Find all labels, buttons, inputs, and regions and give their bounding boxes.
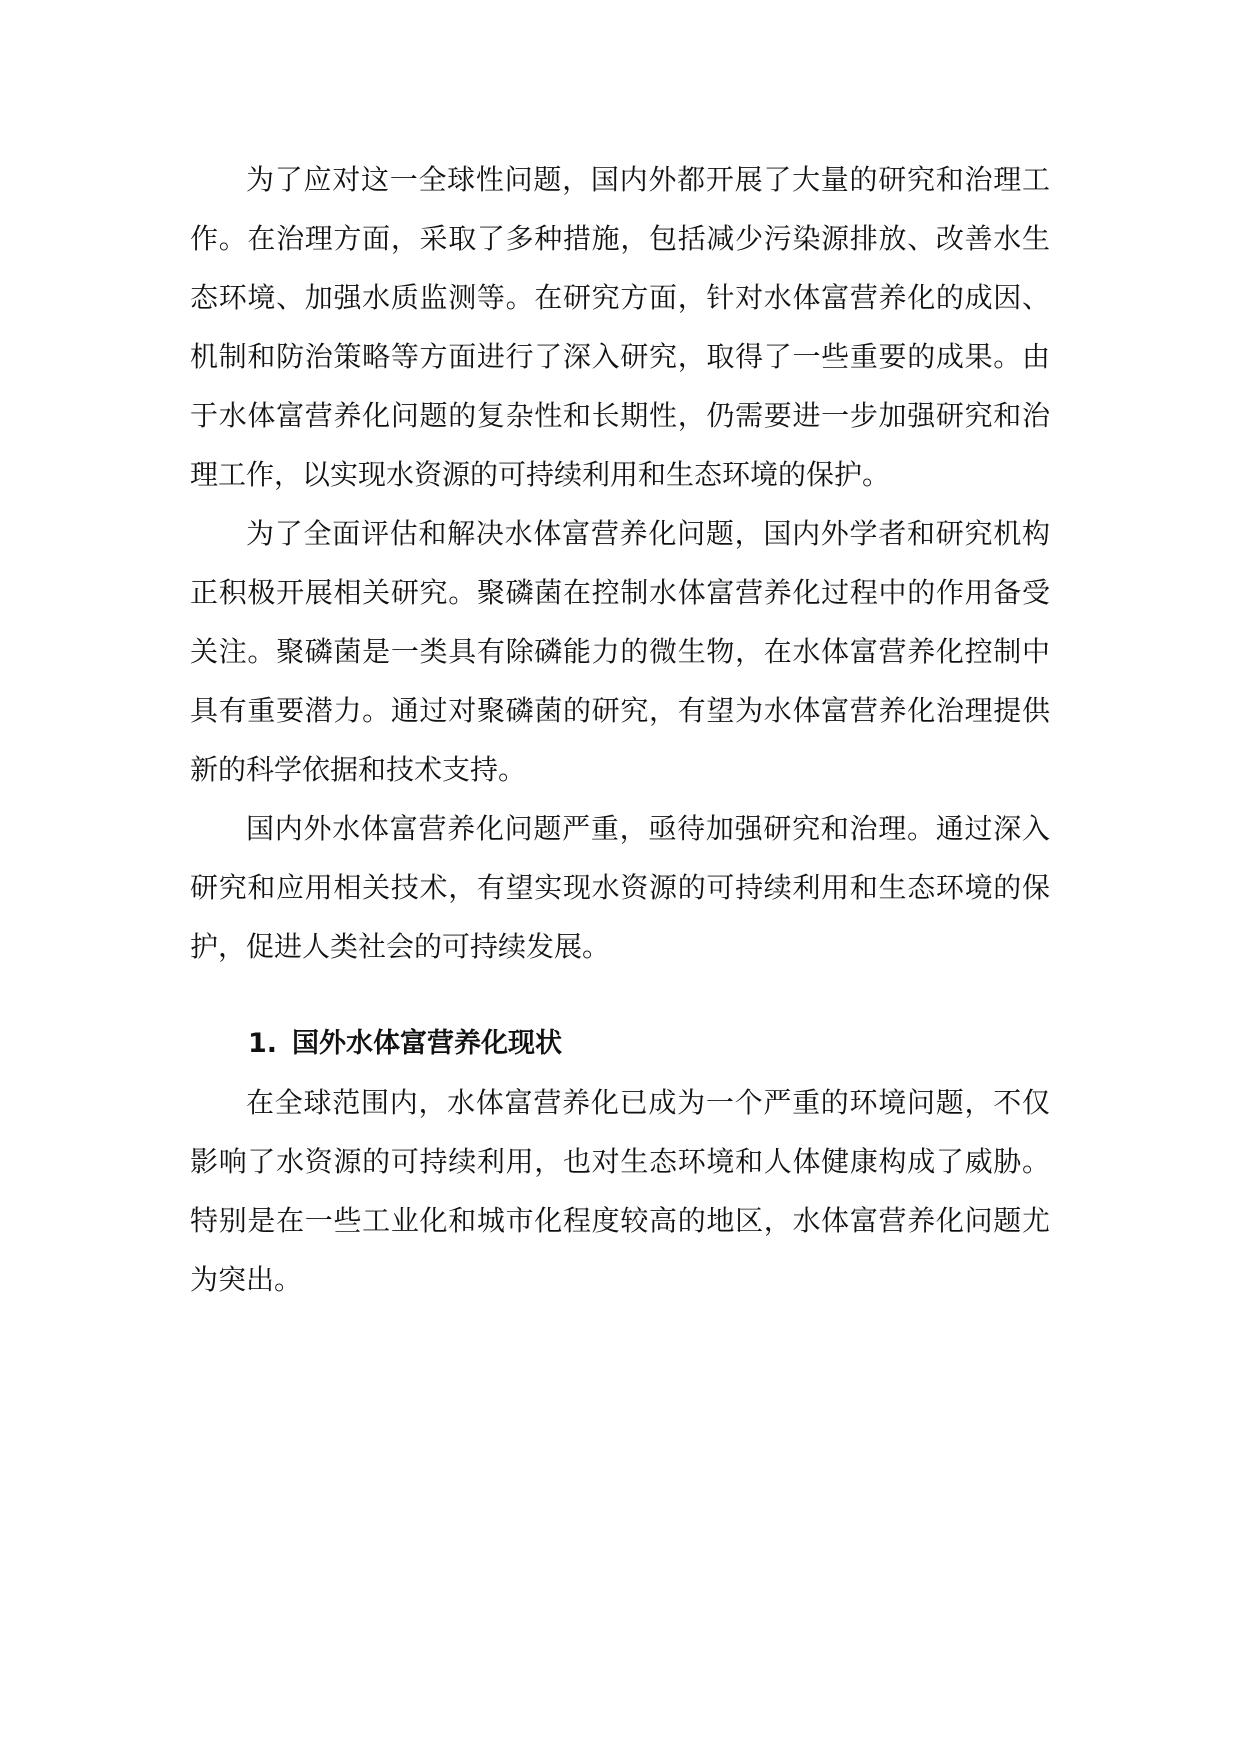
paragraph-1: 为了应对这一全球性问题，国内外都开展了大量的研究和治理工作。在治理方面，采取了多种措施，包括减少污染源排放、改善水生态环境、加强水质监测等。在研究方面，针对水体富营养化的成因、机制和防治策略等方面进行了深入研究，取得了一些重要的成果。由于水体富营养化问题的复杂性和长期性，仍需要进一步加强研究和治理工作，以实现水资源的可持续利用和生态环境的保护。 xyxy=(190,163,1050,491)
section-number: 1. xyxy=(248,1028,278,1059)
paragraph-4: 在全球范围内，水体富营养化已成为一个严重的环境问题，不仅影响了水资源的可持续利用，也对生态环境和人体健康构成了威胁。特别是在一些工业化和城市化程度较高的地区，水体富营养化问题尤为突出。 xyxy=(190,1086,1050,1296)
section-title: 国外水体富营养化现状 xyxy=(292,1028,562,1059)
paragraph-2: 为了全面评估和解决水体富营养化问题，国内外学者和研究机构正积极开展相关研究。聚磷菌在控制水体富营养化过程中的作用备受关注。聚磷菌是一类具有除磷能力的微生物，在水体富营养化控制中具有重要潜力。通过对聚磷菌的研究，有望为水体富营养化治理提供新的科学依据和技术支持。 xyxy=(190,517,1050,786)
section-heading xyxy=(190,1014,1050,1073)
document-body xyxy=(190,150,1050,1309)
paragraph-3: 国内外水体富营养化问题严重，亟待加强研究和治理。通过深入研究和应用相关技术，有望实现水资源的可持续利用和生态环境的保护，促进人类社会的可持续发展。 xyxy=(190,812,1050,963)
